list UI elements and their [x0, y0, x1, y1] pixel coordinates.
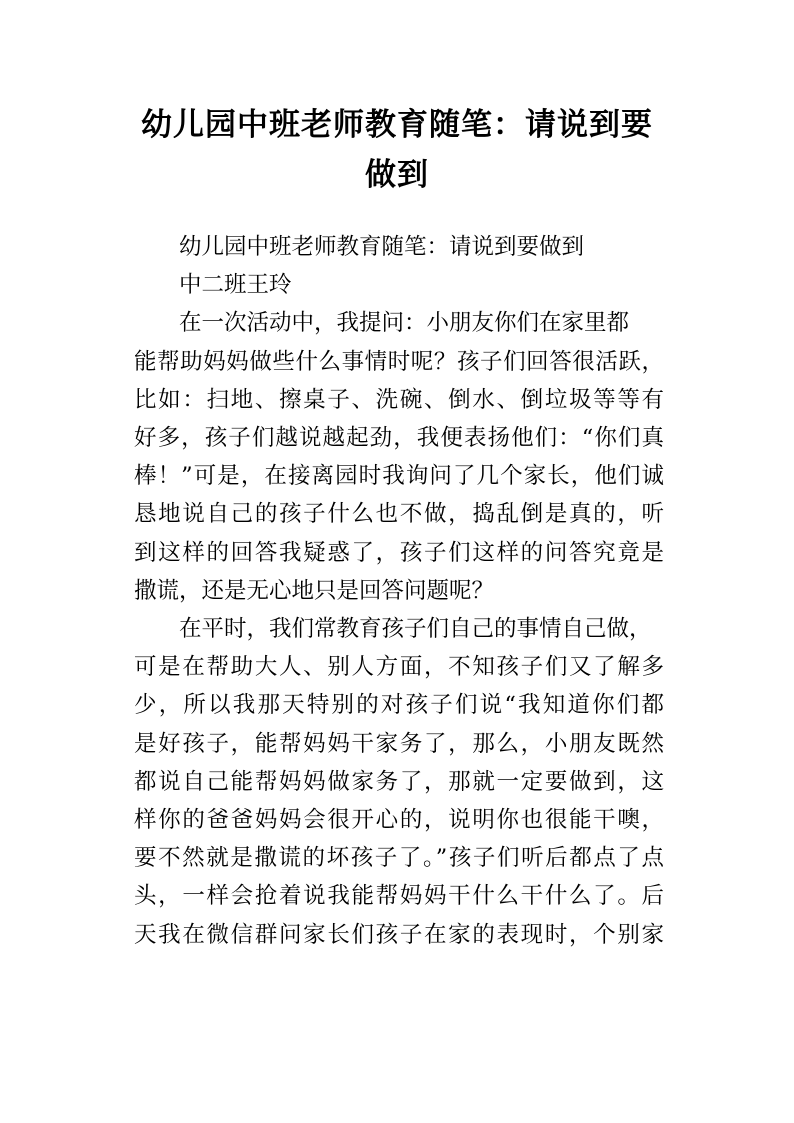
paragraph-2-line-8: 头，一样会抢着说我能帮妈妈干什么干什么了。后	[134, 883, 664, 910]
title-line-1: 幼儿园中班老师教育随笔：请说到要	[141, 107, 653, 143]
paragraph-1-line-4: 好多，孩子们越说越起劲，我便表扬他们：“你们真	[134, 425, 664, 452]
document-title	[120, 100, 674, 200]
paragraph-2-line-6: 样你的爸爸妈妈会很开心的，说明你也很能干噢，	[134, 807, 664, 834]
paragraph-1-line-3: 比如：扫地、擦桌子、洗碗、倒水、倒垃圾等等有	[134, 386, 664, 413]
paragraph-2	[134, 610, 664, 954]
document-subtitle	[134, 228, 664, 266]
paragraph-2-line-1: 在平时，我们常教育孩子们自己的事情自己做，	[179, 616, 652, 643]
paragraph-1-line-2: 能帮助妈妈做些什么事情时呢？孩子们回答很活跃，	[134, 348, 664, 375]
subtitle-text: 幼儿园中班老师教育随笔：请说到要做到	[179, 234, 585, 260]
paragraph-1-line-6: 恳地说自己的孩子什么也不做，捣乱倒是真的，听	[134, 501, 664, 528]
paragraph-2-line-7: 要不然就是撒谎的坏孩子了。”孩子们听后都点了点	[134, 845, 664, 872]
paragraph-2-line-4: 是好孩子，能帮妈妈干家务了，那么，小朋友既然	[134, 730, 664, 757]
title-line-2: 做到	[365, 157, 429, 193]
paragraph-2-line-5: 都说自己能帮妈妈做家务了，那就一定要做到，这	[134, 768, 664, 795]
paragraph-1	[134, 304, 664, 610]
paragraph-1-line-8: 撒谎，还是无心地只是回答问题呢？	[134, 577, 495, 604]
paragraph-2-line-2: 可是在帮助大人、别人方面，不知孩子们又了解多	[134, 654, 664, 681]
author-text: 中二班王玲	[179, 272, 292, 299]
document-body	[134, 228, 664, 954]
document-author	[134, 266, 664, 304]
paragraph-1-line-1: 在一次活动中，我提问：小朋友你们在家里都	[179, 310, 630, 337]
paragraph-2-line-3: 少，所以我那天特别的对孩子们说“我知道你们都	[134, 692, 664, 719]
paragraph-1-line-7: 到这样的回答我疑惑了，孩子们这样的问答究竟是	[134, 539, 664, 566]
paragraph-1-line-5: 棒！”可是，在接离园时我询问了几个家长，他们诚	[134, 463, 664, 490]
paragraph-2-line-9: 天我在微信群问家长们孩子在家的表现时，个别家	[134, 921, 664, 948]
